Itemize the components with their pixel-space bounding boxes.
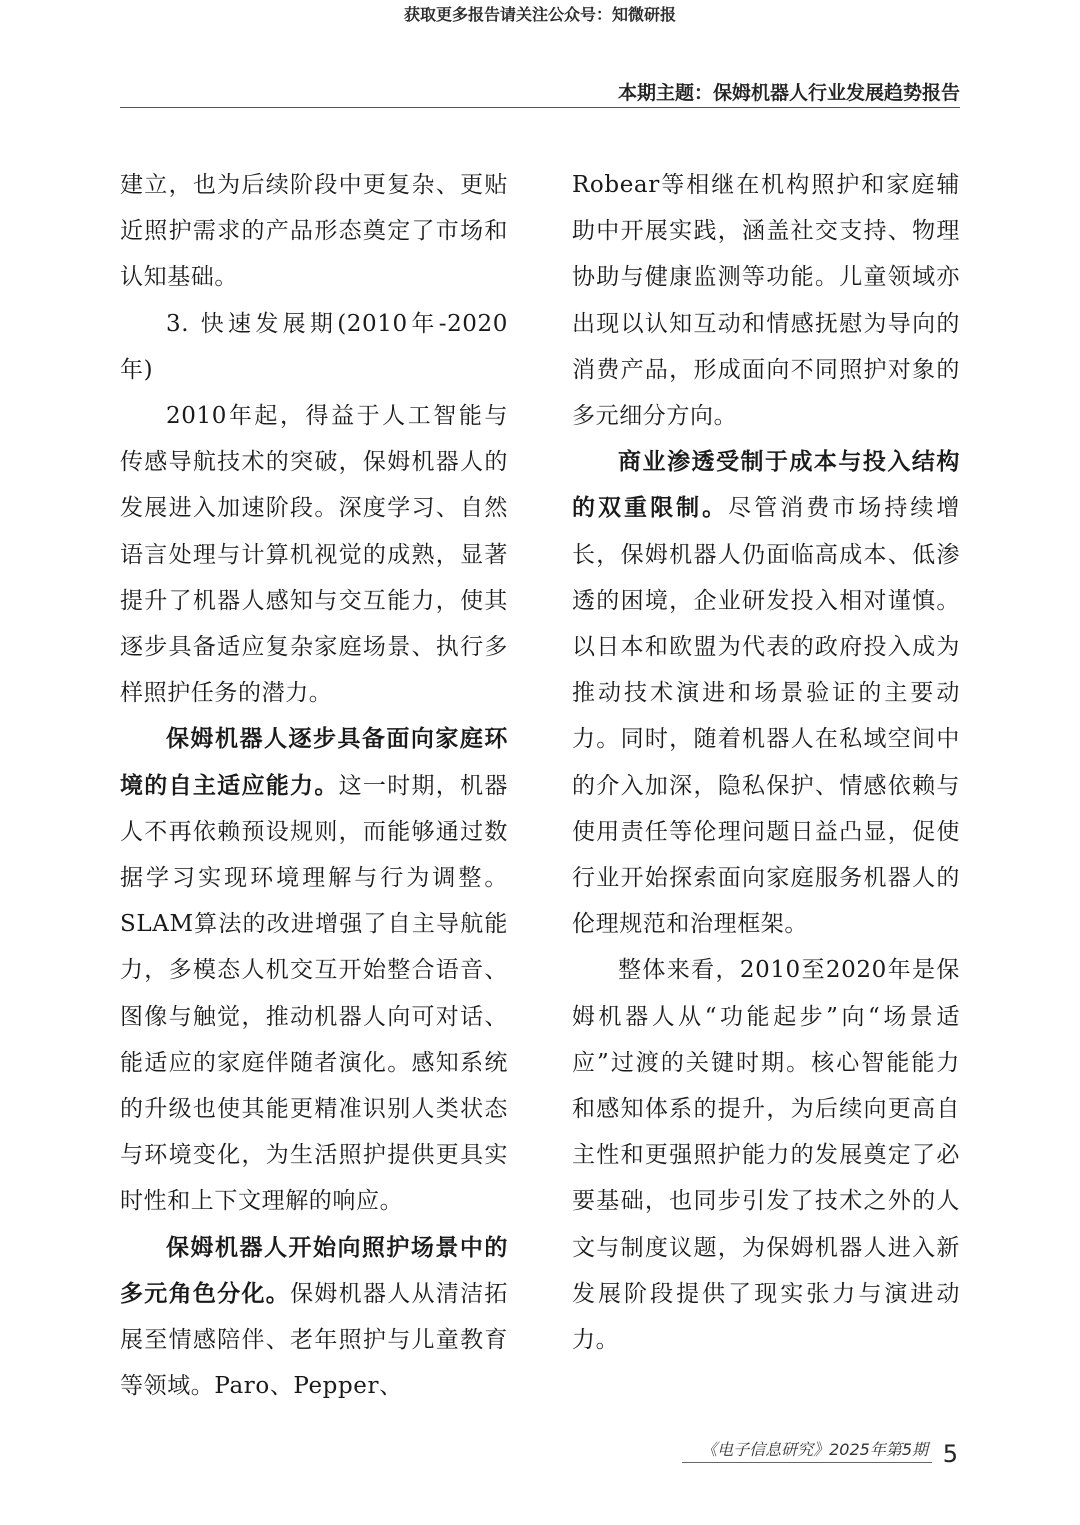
paragraph [572,439,960,947]
issue-topic-header: 本期主题：保姆机器人行业发展趋势报告 [617,82,960,104]
bold-lead: 保姆机器人开始向照护场景中的多元角色分化。 [120,1234,508,1307]
top-banner: 获取更多报告请关注公众号：知微研报 [403,5,676,24]
paragraph-body: 尽管消费市场持续增长，保姆机器人仍面临高成本、低渗透的困境，企业研发投入相对谨慎。以日本和欧盟为代表的政府投入成为推动技术演进和场景验证的主要动力。同时，随着机器人在私域空间中的介入加深，隐私保护、情感依赖与使用责任等伦理问题日益凸显，促使行业开始探索面向家庭服务机器人的伦理规范和治理框架。 [572,495,960,938]
header-divider [120,107,960,108]
paragraph-body: 保姆机器人从清洁拓展至情感陪伴、老年照护与儿童教育等领域。Paro、Pepper、 [120,1280,509,1400]
paragraph: Robear等相继在机构照护和家庭辅助中开展实践，涵盖社交支持、物理协助与健康监测等功能。儿童领域亦出现以认知互动和情感抚慰为导向的消费产品，形成面向不同照护对象的多元细分方向。 [572,172,960,430]
page-number: 5 [942,1440,958,1468]
right-column [572,162,960,1363]
paragraph: 2010年起，得益于人工智能与传感导航技术的突破，保姆机器人的发展进入加速阶段。深度学习、自然语言处理与计算机视觉的成熟，显著提升了机器人感知与交互能力，使其逐步具备适应复杂家庭场景、执行多样照护任务的潜力。 [120,403,508,707]
paragraph-body: 这一时期，机器人不再依赖预设规则，而能够通过数据学习实现环境理解与行为调整。SLAM算法的改进增强了自主导航能力，多模态人机交互开始整合语音、图像与触觉，推动机器人向可对话、能适应的家庭伴随者演化。感知系统的升级也使其能更精准识别人类状态与环境变化，为生活照护提供更具实时性和上下文理解的响应。 [120,772,508,1215]
paragraph: 建立，也为后续阶段中更复杂、更贴近照护需求的产品形态奠定了市场和认知基础。 [120,172,508,291]
footer-divider [682,1462,932,1463]
left-column [120,162,508,1409]
paragraph: 整体来看，2010至2020年是保姆机器人从“功能起步”向“场景适应”过渡的关键时期。核心智能能力和感知体系的提升，为后续向更高自主性和更强照护能力的发展奠定了必要基础，也同步引发了技术之外的人文与制度议题，为保姆机器人进入新发展阶段提供了现实张力与演进动力。 [572,957,960,1354]
bold-lead: 保姆机器人逐步具备面向家庭环境的自主适应能力。 [120,726,508,799]
paragraph [120,716,508,1224]
bold-lead: 商业渗透受制于成本与投入结构的双重限制。 [572,449,960,522]
section-heading: 3. 快速发展期(2010年-2020年) [120,310,508,383]
journal-issue-footer: 《电子信息研究》2025年第5期 [701,1440,928,1459]
paragraph [120,1225,508,1410]
